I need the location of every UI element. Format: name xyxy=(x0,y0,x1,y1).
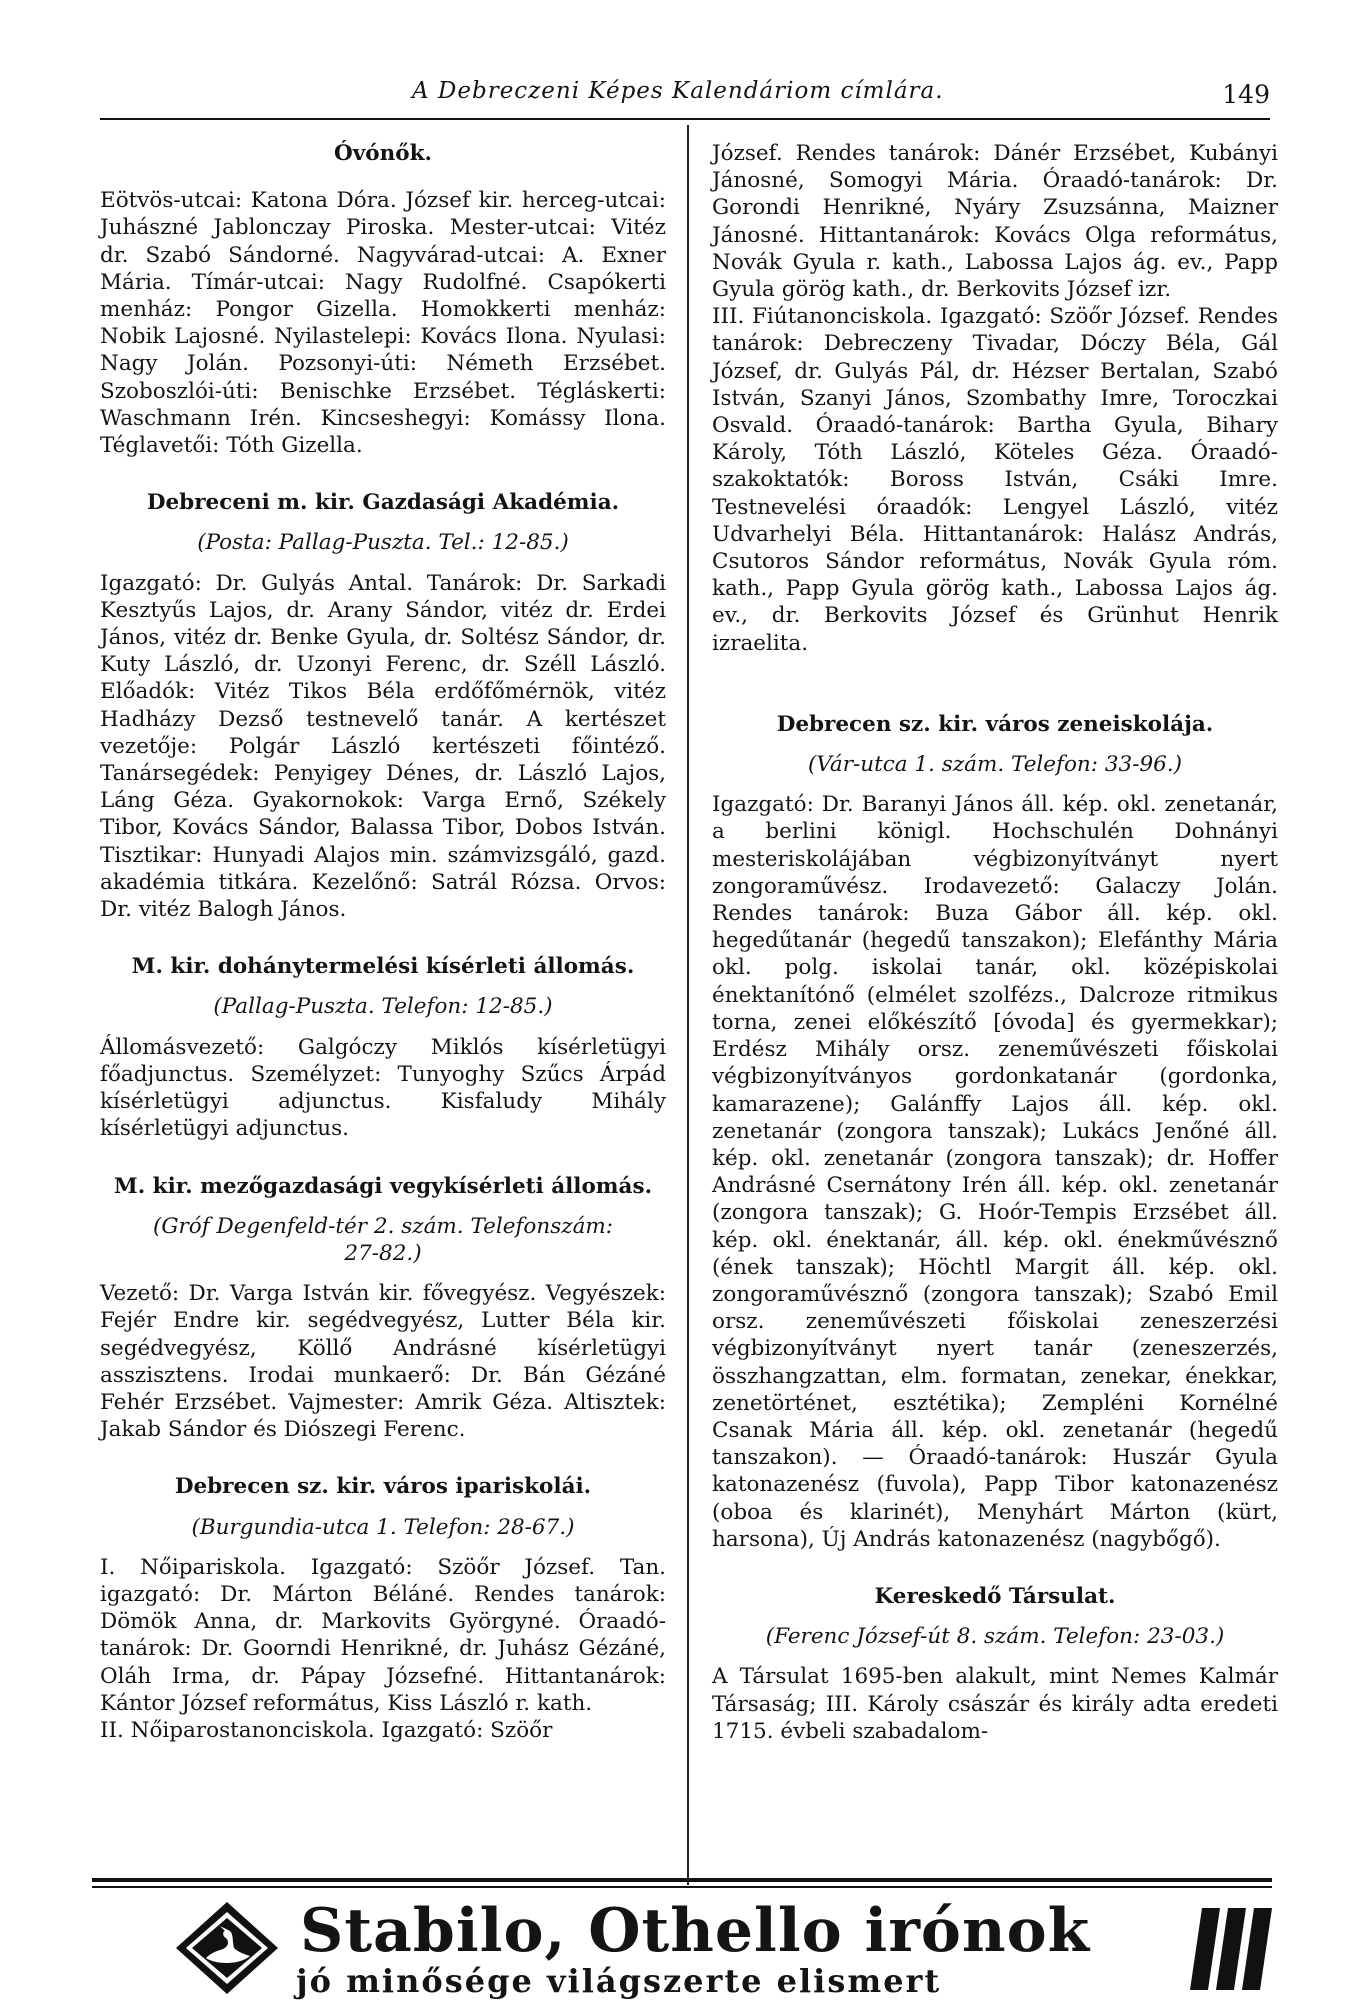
section-heading-ipariskola: Debrecen sz. kir. város ipariskolái. xyxy=(174,1474,592,1500)
ad-top-rule-thin xyxy=(92,1886,1272,1888)
section-subheading-dohany: (Pallag-Puszta. Telefon: 12-85.) xyxy=(213,994,553,1020)
section-subheading-vegykiserleti-2: 27-82.) xyxy=(344,1240,422,1266)
running-title: A Debreczeni Képes Kalendáriom címlára. xyxy=(412,78,944,104)
section-text-vegykiserleti: Vezető: Dr. Varga István kir. fővegyész. Vegyészek: Fejér Endre kir. segédvegyész, Lutter Béla kir. segédvegyész, Köllő Andrásné kísérletügyi asszisztens. Irodai munkaerő: Dr. Bán Gézáné Fehér Erzsébet. Vajmester: Amrik Géza. Altisztek: Jakab Sándor és Diószegi Ferenc. xyxy=(100,1281,666,1443)
section-subheading-zeneiskola: (Vár-utca 1. szám. Telefon: 33-96.) xyxy=(807,752,1183,778)
ad-headline: Stabilo, Othello irónok xyxy=(300,1896,1091,1966)
section-text-ipariskola-last: II. Nőiparostanonciskola. Igazgató: Szöőr xyxy=(100,1717,553,1743)
section-heading-kereskedo: Kereskedő Társulat. xyxy=(874,1583,1116,1609)
section-text-zeneiskola: Igazgató: Dr. Baranyi János áll. kép. okl. zenetanár, a berlini königl. Hochschulén Dohnányi mesteriskolájában végbizonyítványt nyert zongoraművész. Irodavezető: Galaczy Jolán. Rendes tanárok: Buza Gábor áll. kép. okl. hegedűtanár (hegedű tanszakon); Elefánthy Mária okl. polg. iskolai tanár, okl. középiskolai énektanítónő (elmélet szolfézs., Dalcroze ritmikus torna, zenei előkészítő [óvoda] és gyermekkar); Erdész Mihály orsz. zeneművészeti főiskolai végbizonyítványos gordonkatanár (gordonka, kamarazene); Galánffy Lajos áll. kép. okl. zenetanár (zongora tanszak); Lukács Jenőné áll. kép. okl. zenetanár (zongora tanszak); dr. Hoffer Andrásné Csernátony Irén áll. kép. okl. zenetanár (zongora tanszak); G. Hoór-Tempis Erzsébet áll. kép. okl. énektanár, áll. kép. okl. énekművésznő (ének tanszak); Höchtl Margit áll. kép. okl. zongoraművésznő (zongora tanszak); Szabó Emil orsz. zeneművészeti főiskolai zeneszerzési végbizonyítványt nyert tanár (zeneszerzés, összhangzattan, elm. formatan, zenekar, énekkar, zenetörténet, esztétika); Zempléni Kornélné Csanak Mária áll. kép. okl. zenetanár (hegedű tanszakon). — Óraadó-tanárok: Huszár Gyula katonazenész (fuvola), Papp Tibor katonazenész (oboa és klarinét), Menyhárt Márton (kürt, harsona), Új András katonazenész (nagybőgő). xyxy=(712,792,1278,1552)
section-text-ipariskola: I. Nőipariskola. Igazgató: Szöőr József. Tan. igazgató: Dr. Márton Béláné. Rendes tanárok: Dömök Anna, dr. Markovits Györgyné. Óraadó-tanárok: Dr. Goorndi Henrikné, dr. Juhász Gézáné, Oláh Irma, dr. Pápay Józsefné. Hittantanárok: Kántor József református, Kiss László r. kath. xyxy=(100,1554,666,1716)
section-heading-zeneiskola: Debrecen sz. kir. város zeneiskolája. xyxy=(776,711,1214,737)
section-text-continuation: József. Rendes tanárok: Dánér Erzsébet, Kubányi Jánosné, Somogyi Mária. Óraadó-tanárok: Dr. Gorondi Henrikné, Nyáry Zsuzsánna, Maizner Jánosné. Hittantanárok: Kovács Olga református, Novák Gyula r. kath., Labossa Lajos ág. ev., Papp Gyula görög kath., dr. Berkovits József izr. xyxy=(712,141,1278,303)
section-heading-ovonok: Óvónők. xyxy=(334,141,432,166)
section-text-ovonok: Eötvös-utcai: Katona Dóra. József kir. herceg-utcai: Juhászné Jablonczay Piroska. Mester-utcai: Vitéz dr. Szabó Sándorné. Nagyvárad-utcai: A. Exner Mária. Tímár-utcai: Nagy Rudolfné. Csapókerti menház: Pongor Gizella. Homokkerti menház: Nobik Lajosné. Nyilastelepi: Kovács Ilona. Nyulasi: Nagy Jolán. Pozsonyi-úti: Németh Erzsébet. Szoboszlói-úti: Benischke Erzsébet. Tégláskerti: Waschmann Irén. Kincseshegyi: Komássy Ilona. Téglavetői: Tóth Gizella. xyxy=(100,188,666,459)
section-text-akademia: Igazgató: Dr. Gulyás Antal. Tanárok: Dr. Sarkadi Kesztyűs Lajos, dr. Arany Sándor, vitéz dr. Erdei János, vitéz dr. Benke Gyula, dr. Soltész Sándor, dr. Kuty László, dr. Uzonyi Ferenc, dr. Széll László. Előadók: Vitéz Tikos Béla erdőfőmérnök, vitéz Hadházy Dezső testnevelő tanár. A kertészet vezetője: Polgár László kertészeti főintéző. Tanársegédek: Penyigey Dénes, dr. László Lajos, Láng Géza. Gyakornokok: Varga Ernő, Székely Tibor, Kovács Sándor, Balassa Tibor, Dobos István. Tisztikar: Hunyadi Alajos min. számvizsgáló, gazd. akadémia titkára. Kezelőnő: Satrál Rózsa. Orvos: Dr. vitéz Balogh János. xyxy=(100,570,666,923)
section-text-fiutanonc: III. Fiútanonciskola. Igazgató: Szöőr József. Rendes tanárok: Debreczeny Tivadar, Dóczy Béla, Gál József, dr. Gulyás Pál, dr. Hézser Bertalan, Szabó István, Szanyi János, Szombathy Imre, Toroczkai Osvald. Óraadó-tanárok: Bartha Gyula, Bihary Károly, Tóth László, Köteles Géza. Óraadó-szakoktatók: Boross István, Csáki Imre. Testnevelési óraadók: Lengyel László, vitéz Udvarhelyi Béla. Hittantanárok: Halász András, Csutoros Sándor református, Novák Gyula róm. kath., Papp Gyula görög kath., Labossa Lajos ág. ev., dr. Berkovits József és Grünhut Henrik izraelita. xyxy=(712,304,1278,656)
section-heading-dohany: M. kir. dohánytermelési kísérleti állomás. xyxy=(131,954,635,980)
section-subheading-ipariskola: (Burgundia-utca 1. Telefon: 28-67.) xyxy=(191,1514,575,1540)
section-subheading-kereskedo: (Ferenc József-út 8. szám. Telefon: 23-03.) xyxy=(765,1624,1225,1650)
slanted-bars-icon xyxy=(1190,1906,1274,1992)
left-column xyxy=(100,140,666,1744)
section-subheading-akademia: (Posta: Pallag-Puszta. Tel.: 12-85.) xyxy=(197,530,569,556)
page-number: 149 xyxy=(1222,80,1270,109)
swan-diamond-logo-icon xyxy=(172,1900,282,1996)
section-heading-vegykiserleti: M. kir. mezőgazdasági vegykísérleti állomás. xyxy=(113,1173,653,1199)
ad-tagline: jó minősége világszerte elismert xyxy=(296,1962,942,2000)
section-heading-akademia: Debreceni m. kir. Gazdasági Akadémia. xyxy=(146,490,620,516)
right-column xyxy=(712,140,1278,1745)
advertisement xyxy=(100,1896,1270,2000)
section-subheading-vegykiserleti: (Gróf Degenfeld-tér 2. szám. Telefonszám: xyxy=(152,1213,614,1239)
column-divider xyxy=(687,125,689,1885)
section-text-dohany: Állomásvezető: Galgóczy Miklós kísérletügyi főadjunctus. Személyzet: Tunyoghy Szűcs Árpád kísérletügyi adjunctus. Kisfaludy Mihály kísérletügyi adjunctus. xyxy=(100,1034,666,1142)
header-rule xyxy=(100,118,1270,120)
ad-top-rule xyxy=(92,1878,1272,1882)
page-header xyxy=(100,78,1270,118)
section-text-kereskedo: A Társulat 1695-ben alakult, mint Nemes Kalmár Társaság; III. Károly császár és király adta eredeti 1715. évbeli szabadalom- xyxy=(712,1664,1278,1744)
